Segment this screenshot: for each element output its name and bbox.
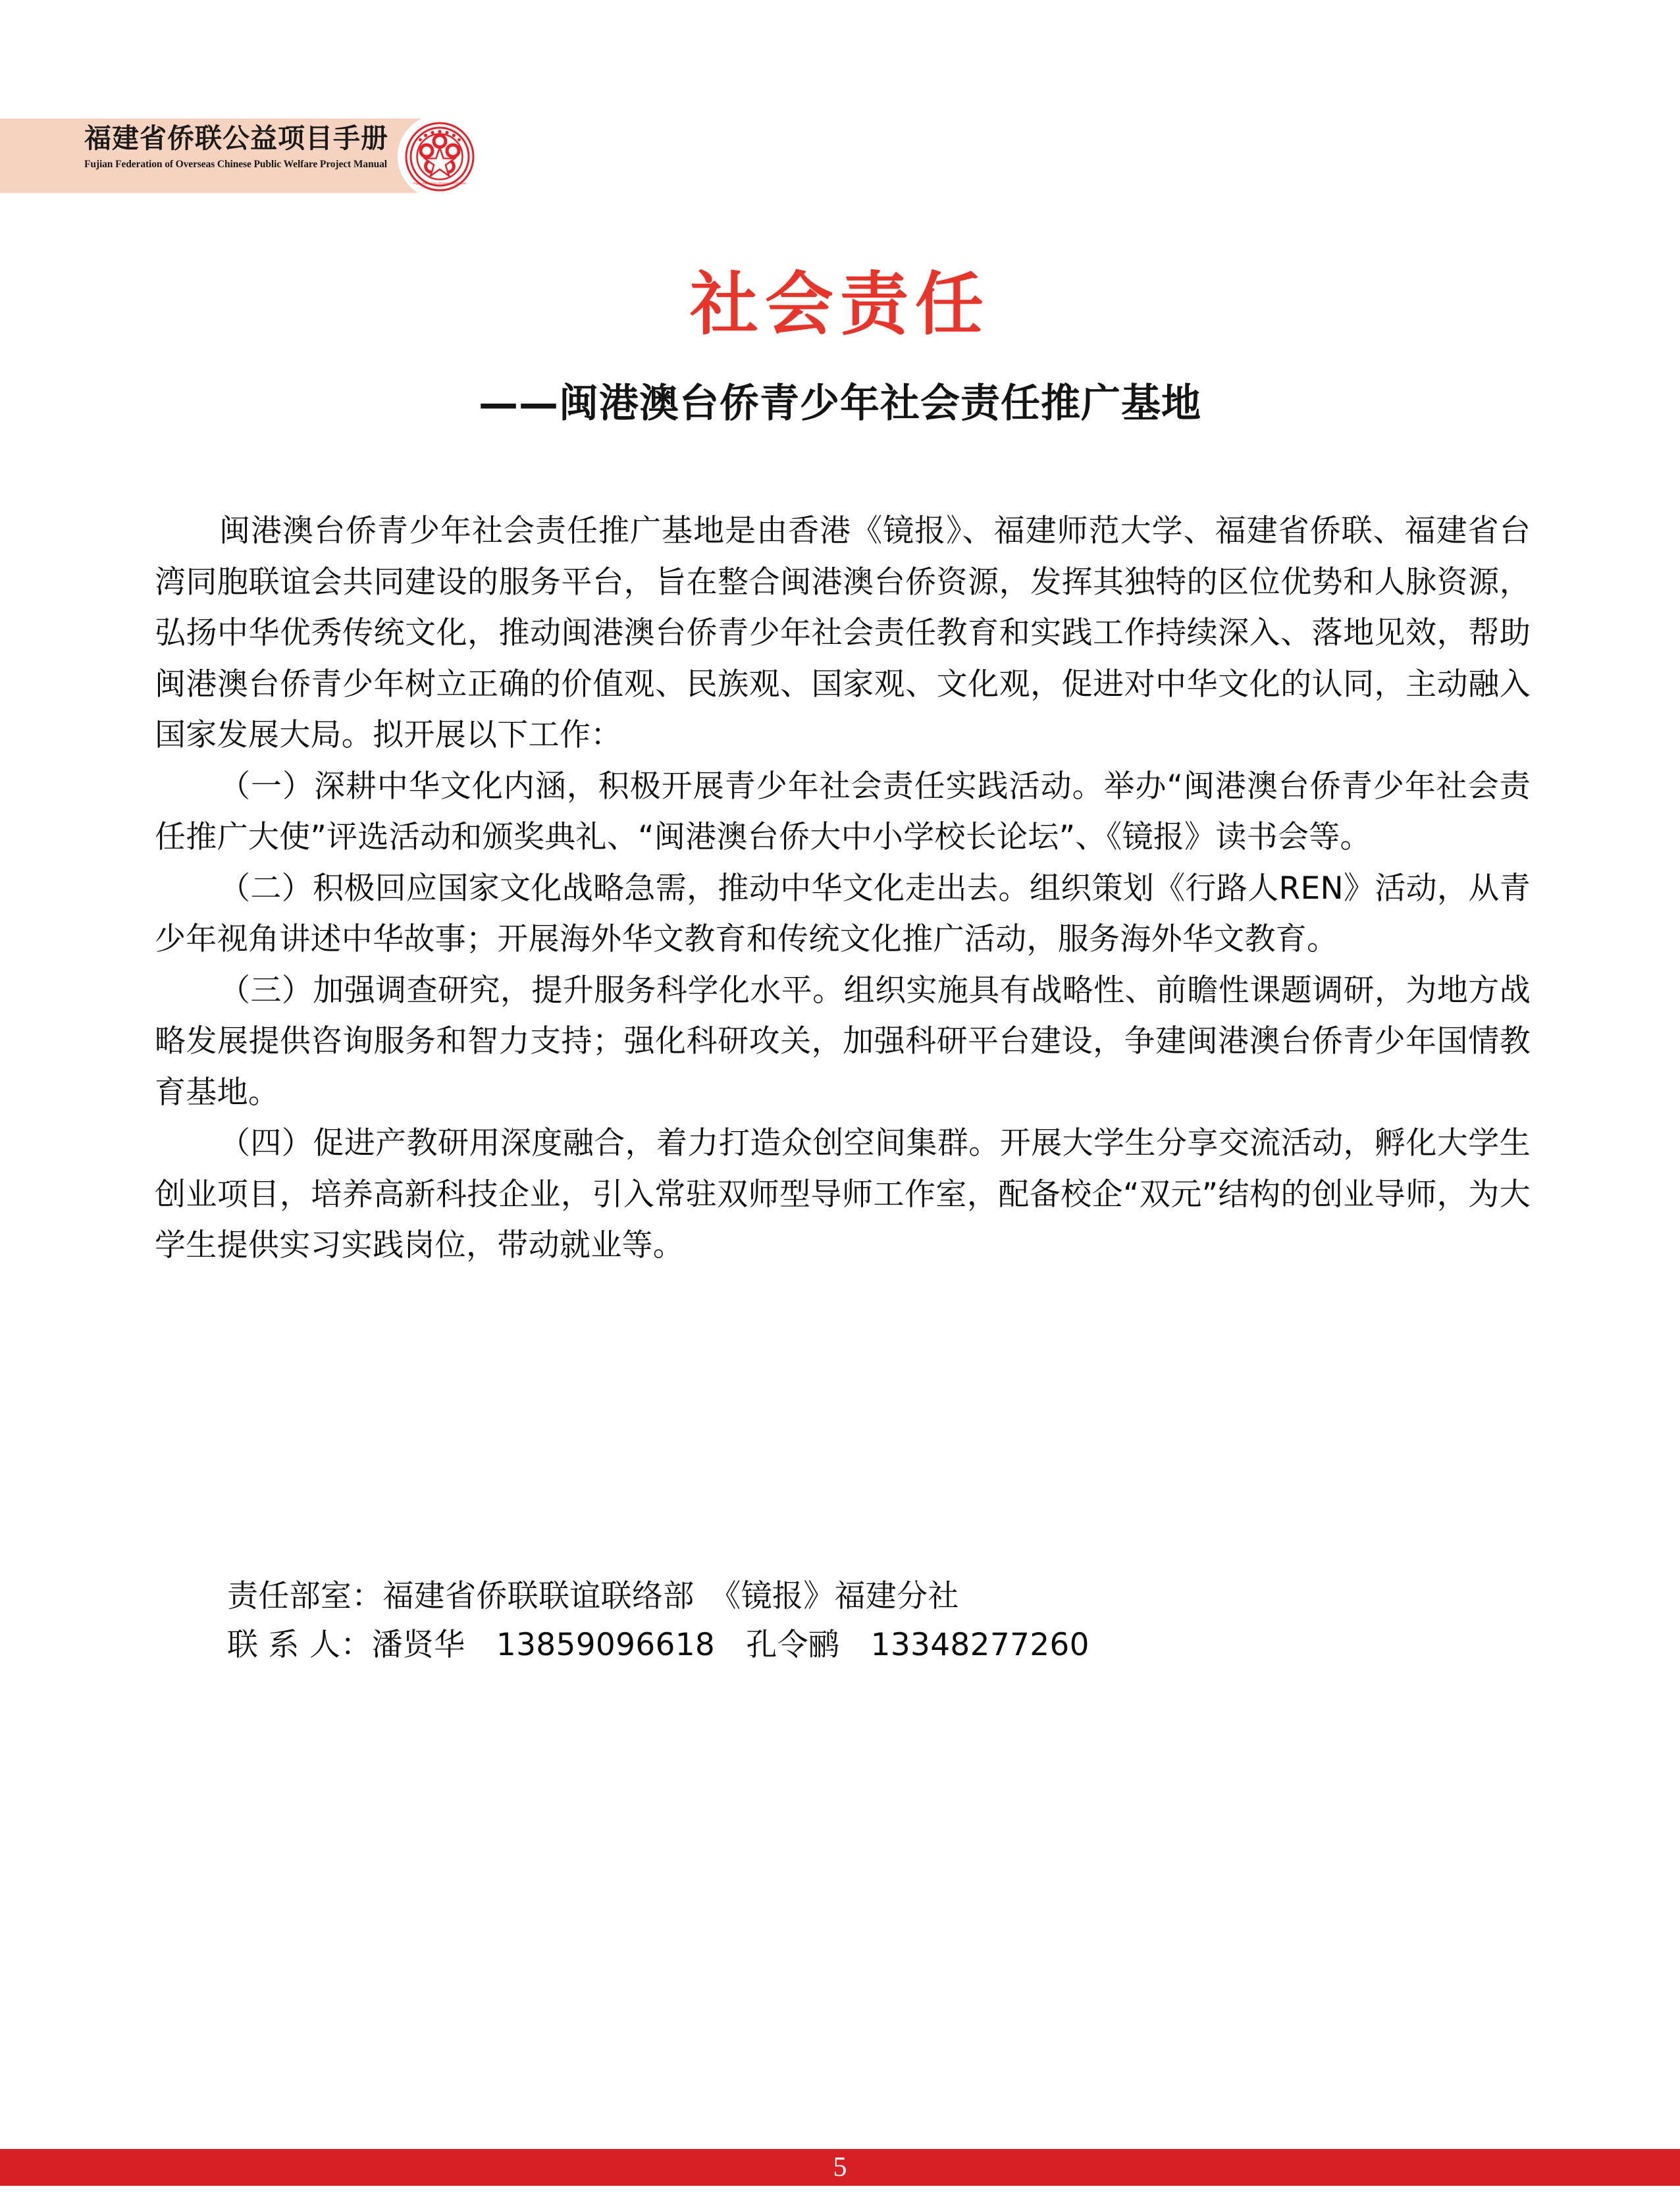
body-content (155, 506, 1531, 1271)
header-text-group (84, 122, 394, 171)
paragraph-item-1: （一）深耕中华文化内涵，积极开展青少年社会责任实践活动。举办“闽港澳台侨青少年社会责任推广大使”评选活动和颁奖典礼、“闽港澳台侨大中小学校长论坛”、《镜报》读书会等。 (155, 768, 1531, 855)
page-number: 5 (833, 2152, 847, 2183)
page-subtitle: ——闽港澳台侨青少年社会责任推广基地 (479, 381, 1201, 427)
svg-text:Fujian Federation of Overseas: Fujian Federation of Overseas Chinese (413, 182, 466, 185)
manual-title-english: Fujian Federation of Overseas Chinese Public Welfare Project Manual (84, 159, 387, 170)
paragraph-item-3: （三）加强调查研究，提升服务科学化水平。组织实施具有战略性、前瞻性课题调研，为地方战略发展提供咨询服务和智力支持；强化科研攻关，加强科研平台建设，争建闽港澳台侨青少年国情教育基地。 (155, 972, 1531, 1111)
responsible-department-line: 责任部室：福建省侨联联谊联络部 《镜报》福建分社 (227, 1578, 959, 1614)
contact-information (227, 1572, 1478, 1670)
page-title: 社会责任 (689, 264, 990, 344)
federation-seal-icon (404, 121, 475, 192)
paragraph-item-2: （二）积极回应国家文化战略急需，推动中华文化走出去。组织策划《行路人REN》活动，从青少年视角讲述中华故事；开展海外华文教育和传统文化推广活动，服务海外华文教育。 (155, 870, 1531, 957)
manual-title-chinese: 福建省侨联公益项目手册 (84, 122, 388, 154)
contact-person-line: 联 系 人：潘贤华 13859096618 孔令鹂 13348277260 (227, 1627, 1089, 1663)
paragraph-item-4: （四）促进产教研用深度融合，着力打造众创空间集群。开展大学生分享交流活动，孵化大学生创业项目，培养高新科技企业，引入常驻双师型导师工作室，配备校企“双元”结构的创业导师，为大学生提供实习实践岗位，带动就业等。 (155, 1125, 1531, 1263)
paragraph-intro: 闽港澳台侨青少年社会责任推广基地是由香港《镜报》、福建师范大学、福建省侨联、福建省台湾同胞联谊会共同建设的服务平台，旨在整合闽港澳台侨资源，发挥其独特的区位优势和人脉资源，弘扬中华优秀传统文化，推动闽港澳台侨青少年社会责任教育和实践工作持续深入、落地见效，帮助闽港澳台侨青少年树立正确的价值观、民族观、国家观、文化观，促进对中华文化的认同，主动融入国家发展大局。拟开展以下工作： (155, 513, 1531, 753)
